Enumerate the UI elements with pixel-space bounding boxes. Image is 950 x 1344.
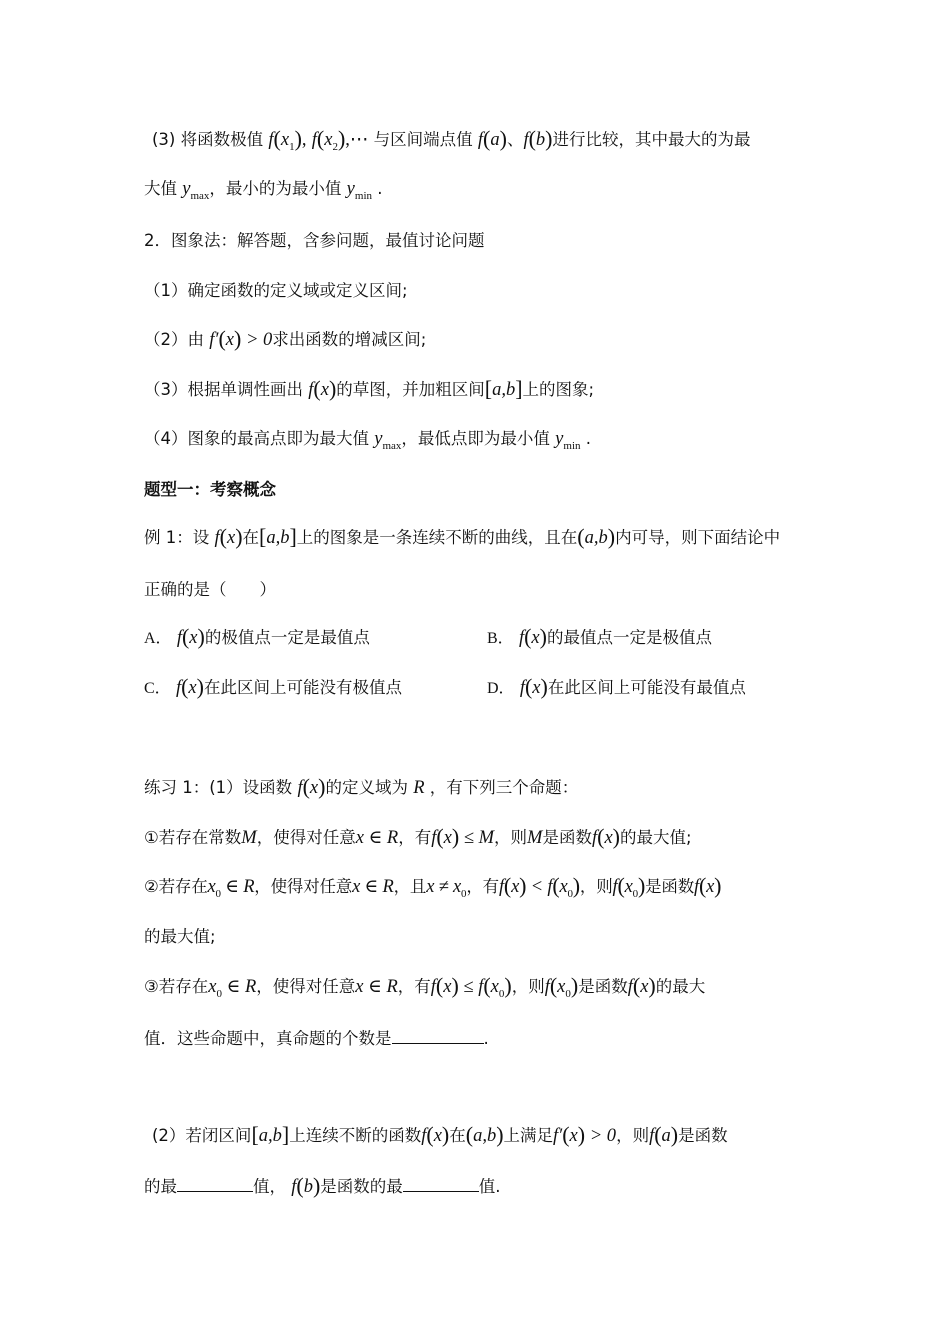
- statement-1: ①若存在常数M，使得对任意x ∈ R，有f(x) ≤ M，则M是函数f(x)的最大值;: [144, 824, 692, 849]
- method2-step3: （3）根据单调性画出 f(x)的草图，并加粗区间[a,b]上的图象;: [144, 376, 595, 401]
- step3-line2: 大值 $y_{max}$，最小的为最小值 $y_{min}$ .: [144, 179, 383, 202]
- option-b: B． f(x)的最值点一定是极值点: [487, 624, 712, 649]
- option-d: D． f(x)在此区间上可能没有最值点: [487, 674, 746, 699]
- option-c: C． f(x)在此区间上可能没有极值点: [144, 674, 402, 699]
- statement-2: ②若存在$x_0$ ∈ R，使得对任意x ∈ R，且$x \ne x_0$，有$f(x) < f(x_0)$，则$f(x_0)$是函数f(x): [144, 873, 722, 900]
- method2-step4: （4）图象的最高点即为最大值 $y_{max}$，最低点即为最小值 $y_{min}$ .: [144, 429, 592, 452]
- step3-line1: (3) 将函数极值 $f(x_1)$, $f(x_2),\cdots$ 与区间端点值 f(a)、f(b)进行比较，其中最大的为最: [152, 126, 751, 153]
- part2-line2: 的最 值， f(b)是函数的最 值.: [144, 1173, 501, 1198]
- section-heading: 题型一：考察概念: [144, 480, 276, 499]
- statement-2-cont: 的最大值;: [144, 927, 216, 946]
- method2-title: 2．图象法：解答题，含参问题，最值讨论问题: [144, 231, 485, 250]
- y-max: $y_{max}$: [182, 179, 210, 202]
- answer-blank-fa[interactable]: [177, 1174, 253, 1192]
- interval-ab-open: (a,b): [577, 524, 616, 549]
- example1-line2: 正确的是（ ）: [144, 580, 276, 599]
- practice1-intro: 练习 1：(1）设函数 f(x)的定义域为 R ，有下列三个命题：: [144, 774, 579, 799]
- f-prime-gt0: f′(x) > 0: [209, 326, 273, 351]
- interval-ab-closed: [a,b]: [484, 376, 523, 401]
- f-a: f(a): [477, 126, 507, 151]
- answer-blank-fb[interactable]: [403, 1174, 479, 1192]
- y-min: $y_{min}$: [346, 179, 373, 202]
- answer-blank-count[interactable]: [392, 1026, 484, 1044]
- statement-3: ③若存在$x_0$ ∈ R，使得对任意x ∈ R，有$f(x) \le f(x_0)$，则$f(x_0)$是函数f(x)的最大: [144, 973, 706, 1000]
- f-b: f(b): [523, 126, 553, 151]
- f-x2: $f(x_2)$: [311, 126, 346, 153]
- method2-step1: （1）确定函数的定义域或定义区间;: [144, 281, 408, 300]
- f-x1: $f(x_1)$: [268, 126, 302, 153]
- option-a: A． f(x)的极值点一定是最值点: [144, 624, 370, 649]
- statement-3-cont: 值．这些命题中，真命题的个数是 .: [144, 1026, 489, 1051]
- method2-step2: （2）由 f′(x) > 0求出函数的增减区间;: [144, 326, 427, 351]
- part2-line1: (2）若闭区间[a,b]上连续不断的函数f(x)在(a,b)上满足f′(x) > 0，则f(a)是函数: [152, 1122, 728, 1147]
- example1-line1: 例 1：设 f(x)在[a,b]上的图象是一条连续不断的曲线，且在(a,b)内可导，则下面结论中: [144, 524, 781, 549]
